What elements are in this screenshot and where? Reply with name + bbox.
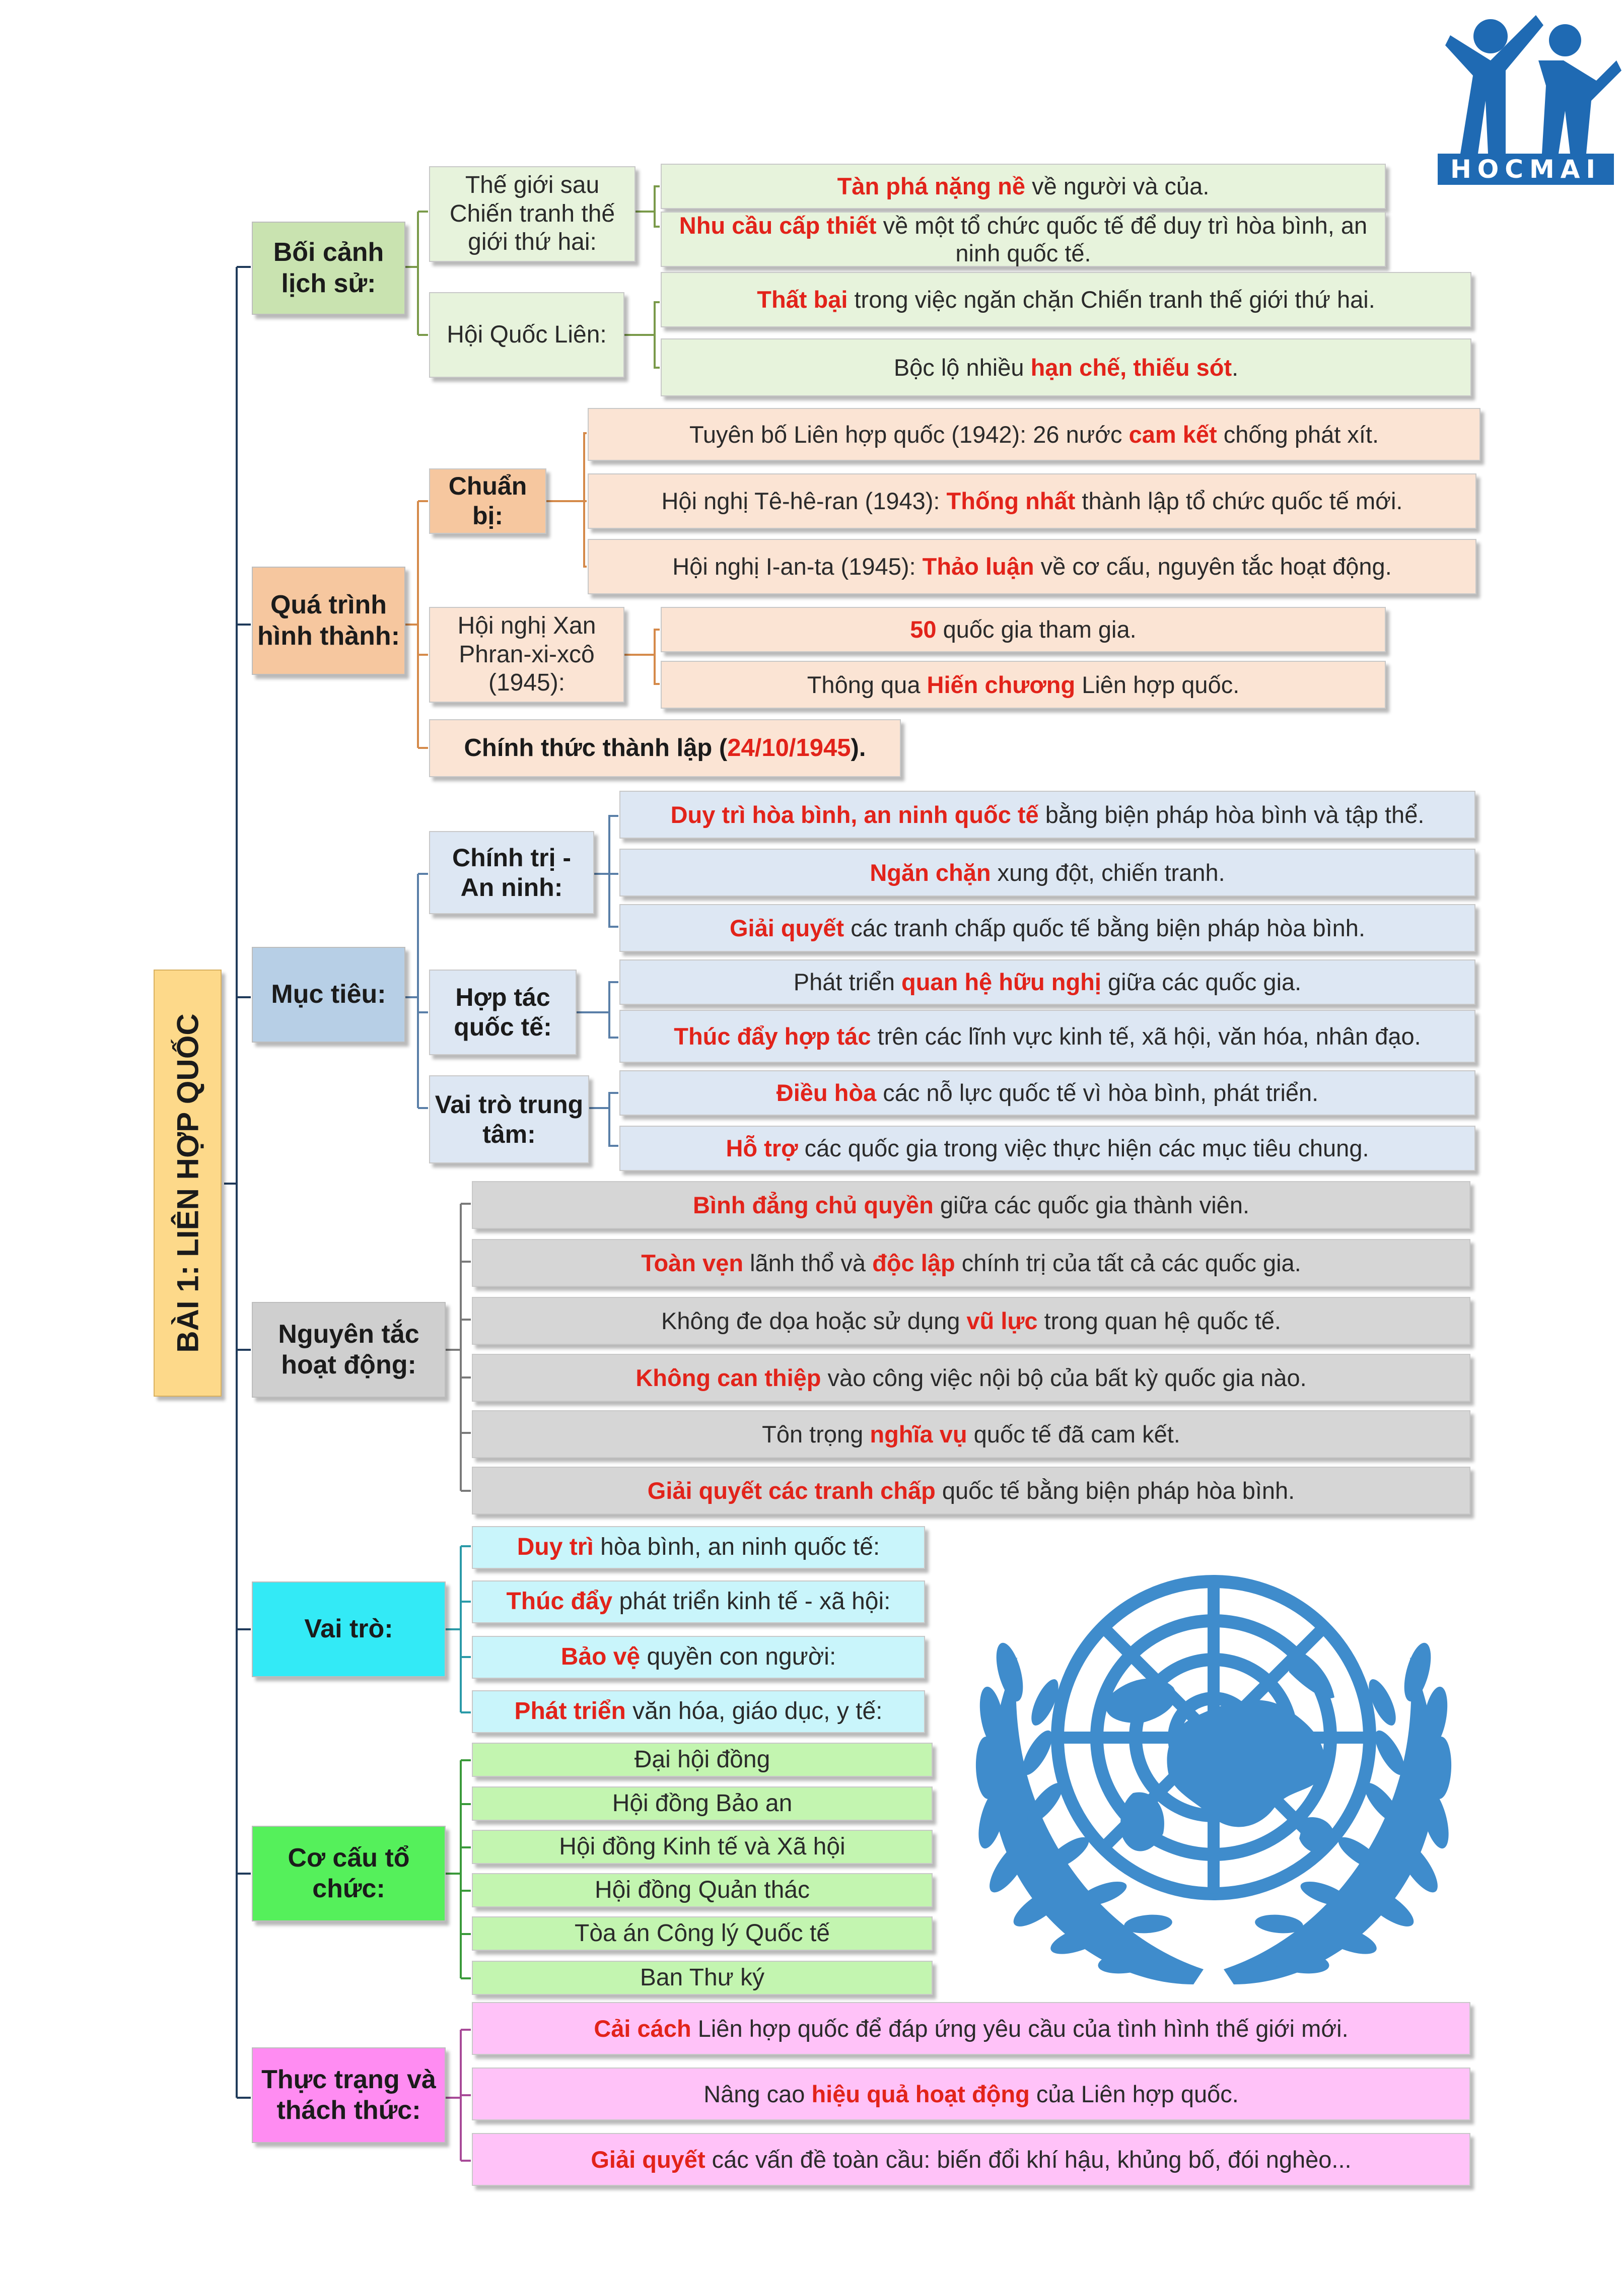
leaf-trusteeship-council: Hội đồng Quản thác [472, 1873, 933, 1907]
principle-connectors [446, 1204, 471, 1491]
leaf-urgent-need: Nhu cầu cấp thiết về một tổ chức quốc tế để duy trì hòa bình, an ninh quốc tế. [661, 212, 1386, 267]
leaf-war-destruction: Tàn phá nặng nề về người và của. [661, 164, 1386, 209]
leaf-maintain-peace: Duy trì hòa bình, an ninh quốc tế bằng biện pháp hòa bình và tập thể. [619, 791, 1475, 839]
un-emblem [957, 1536, 1470, 2000]
category-goals: Mục tiêu: [252, 947, 405, 1043]
hocmai-logo [1430, 5, 1621, 191]
leaf-role-culture: Phát triển văn hóa, giáo dục, y tế: [472, 1690, 925, 1733]
node-politics-security: Chính trị - An ninh: [429, 831, 594, 914]
leaf-secretariat: Ban Thư ký [472, 1961, 933, 1995]
leaf-league-failure: Thất bại trong việc ngăn chặn Chiến tranh thế giới thứ hai. [661, 272, 1471, 327]
leaf-reform: Cải cách Liên hợp quốc để đáp ứng yêu cầu của tình hình thế giới mới. [472, 2002, 1470, 2055]
main-title: BÀI 1: LIÊN HỢP QUỐC [171, 1013, 204, 1353]
leaf-no-force: Không đe dọa hoặc sử dụng vũ lực trong quan hệ quốc tế. [472, 1297, 1470, 1345]
node-san-francisco: Hội nghị Xan Phran-xi-xcô (1945): [429, 607, 624, 703]
leaf-effectiveness: Nâng cao hiệu quả hoạt động của Liên hợp quốc. [472, 2068, 1470, 2120]
leaf-charter: Thông qua Hiến chương Liên hợp quốc. [661, 661, 1386, 709]
leaf-prevent-conflict: Ngăn chặn xung đột, chiến tranh. [619, 849, 1475, 897]
leaf-yalta-1945: Hội nghị I-an-ta (1945): Thảo luận về cơ cấu, nguyên tắc hoạt động. [588, 539, 1476, 594]
category-context: Bối cảnh lịch sử: [252, 222, 405, 315]
category-formation: Quá trình hình thành: [252, 567, 405, 675]
leaf-promote-cooperation: Thúc đẩy hợp tác trên các lĩnh vực kinh tế, xã hội, văn hóa, nhân đạo. [619, 1010, 1475, 1063]
main-connectors [224, 267, 251, 2098]
leaf-peaceful-settlement: Giải quyết các tranh chấp quốc tế bằng biện pháp hòa bình. [472, 1467, 1470, 1514]
leaf-icj: Tòa án Công lý Quốc tế [472, 1916, 933, 1951]
leaf-support-countries: Hỗ trợ các quốc gia trong việc thực hiện các mục tiêu chung. [619, 1126, 1475, 1171]
leaf-50-countries: 50 quốc gia tham gia. [661, 607, 1386, 652]
category-challenges: Thực trạng và thách thức: [252, 2047, 446, 2143]
leaf-non-intervention: Không can thiệp vào công việc nội bộ của bất kỳ quốc gia nào. [472, 1354, 1470, 1402]
node-league-of-nations: Hội Quốc Liên: [429, 292, 624, 378]
leaf-harmonize-efforts: Điều hòa các nỗ lực quốc tế vì hòa bình, phát triển. [619, 1070, 1475, 1116]
leaf-declaration-1942: Tuyên bố Liên hợp quốc (1942): 26 nước cam kết chống phát xít. [588, 408, 1480, 461]
node-preparation: Chuẩn bị: [429, 468, 546, 534]
leaf-global-issues: Giải quyết các vấn đề toàn cầu: biến đổi khí hậu, khủng bố, đói nghèo... [472, 2133, 1470, 2186]
leaf-territorial-integrity: Toàn vẹn lãnh thổ và độc lập chính trị của tất cả các quốc gia. [472, 1239, 1470, 1287]
node-world-after-war: Thế giới sau Chiến tranh thế giới thứ hai: [429, 166, 636, 262]
leaf-security-council: Hội đồng Bảo an [472, 1786, 933, 1821]
leaf-league-limits: Bộc lộ nhiều hạn chế, thiếu sót. [661, 338, 1471, 396]
org-connectors [446, 1760, 471, 1978]
leaf-friendly-relations: Phát triển quan hệ hữu nghị giữa các quốc gia. [619, 959, 1475, 1005]
category-principles: Nguyên tắc hoạt động: [252, 1302, 446, 1398]
leaf-resolve-disputes: Giải quyết các tranh chấp quốc tế bằng biện pháp hòa bình. [619, 904, 1475, 952]
people-icon [1430, 5, 1621, 156]
role-connectors [446, 1546, 471, 1712]
leaf-role-peace: Duy trì hòa bình, an ninh quốc tế: [472, 1526, 925, 1569]
leaf-role-human-rights: Bảo vệ quyền con người: [472, 1636, 925, 1679]
leaf-general-assembly: Đại hội đồng [472, 1743, 933, 1777]
category-structure: Cơ cấu tổ chức: [252, 1826, 446, 1921]
leaf-sovereign-equality: Bình đẳng chủ quyền giữa các quốc gia thành viên. [472, 1181, 1470, 1229]
leaf-ecosoc: Hội đồng Kinh tế và Xã hội [472, 1830, 933, 1864]
category-roles: Vai trò: [252, 1581, 446, 1677]
node-central-role: Vai trò trung tâm: [429, 1075, 589, 1163]
state-connectors [446, 2030, 471, 2161]
leaf-tehran-1943: Hội nghị Tê-hê-ran (1943): Thống nhất thành lập tổ chức quốc tế mới. [588, 473, 1476, 529]
leaf-obligations: Tôn trọng nghĩa vụ quốc tế đã cam kết. [472, 1410, 1470, 1458]
leaf-role-economy: Thúc đẩy phát triển kinh tế - xã hội: [472, 1580, 925, 1623]
logo-text: HOCMAI [1438, 154, 1614, 185]
leaf-official-founding: Chính thức thành lập (24/10/1945). [429, 719, 901, 777]
main-title-box [154, 970, 222, 1397]
node-international-cooperation: Hợp tác quốc tế: [429, 970, 577, 1055]
